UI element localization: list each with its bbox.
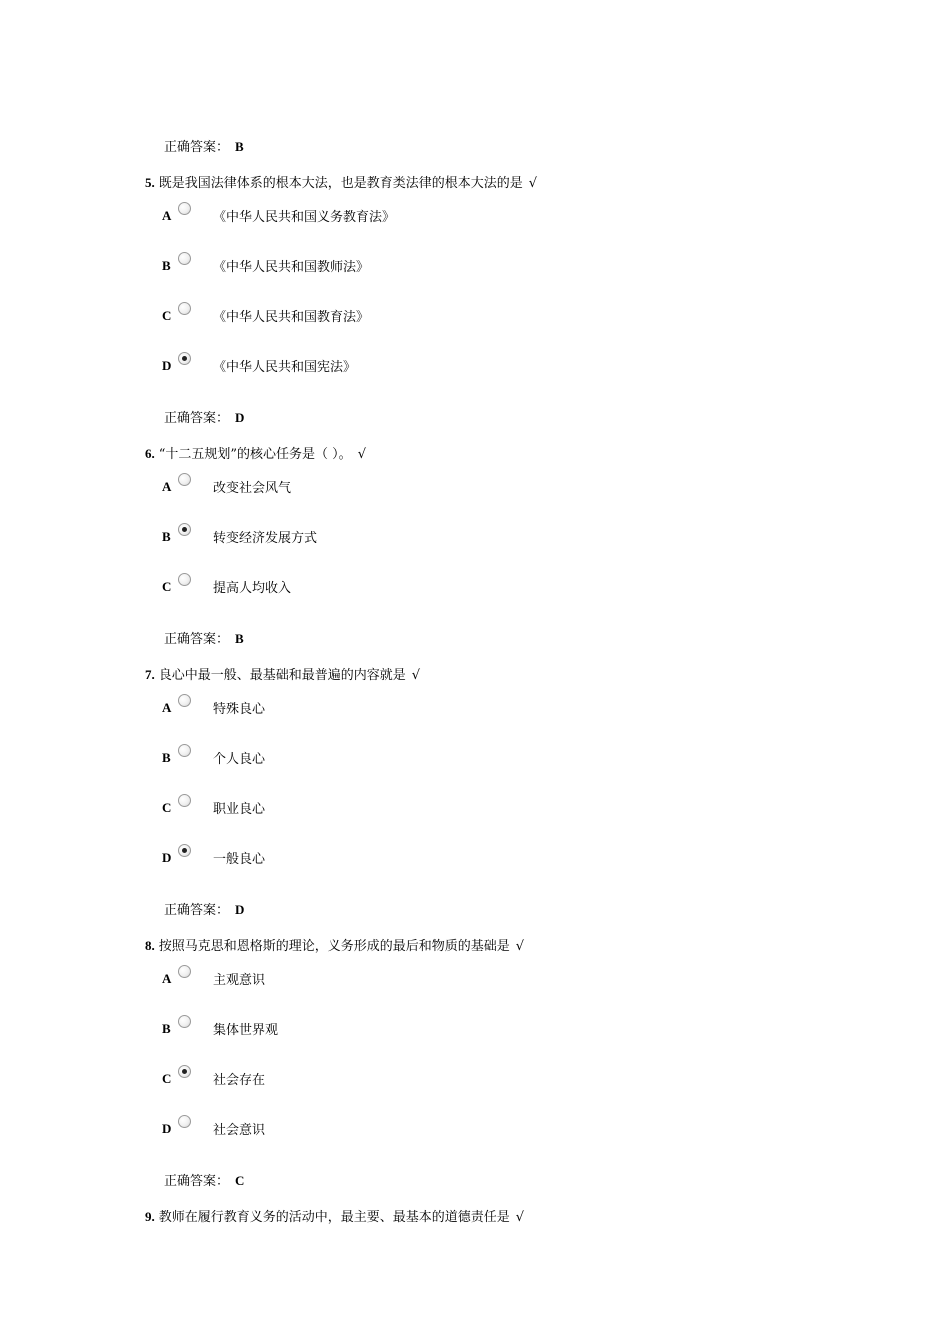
correct-answer-q7 bbox=[164, 899, 244, 918]
option-text: 特殊良心 bbox=[213, 702, 266, 717]
option-text: 《中华人民共和国义务教育法》 bbox=[213, 210, 396, 225]
question-number: 6. bbox=[145, 446, 155, 461]
correct-answer-q6 bbox=[164, 628, 244, 647]
check-mark: √ bbox=[528, 176, 538, 191]
radio-button-selected[interactable] bbox=[178, 844, 191, 857]
check-mark: √ bbox=[515, 1210, 525, 1225]
radio-button[interactable] bbox=[178, 744, 191, 757]
option-letter: A bbox=[162, 971, 172, 986]
option-letter: A bbox=[162, 479, 172, 494]
correct-answer-q8 bbox=[164, 1170, 244, 1189]
option-letter: C bbox=[162, 308, 172, 323]
question-9 bbox=[145, 1206, 524, 1225]
option-text: 改变社会风气 bbox=[213, 481, 292, 496]
option-letter: B bbox=[162, 750, 171, 765]
correct-answer-q5 bbox=[164, 407, 244, 426]
option-letter: C bbox=[162, 800, 172, 815]
answer-value: D bbox=[235, 902, 245, 917]
option-letter: D bbox=[162, 1121, 172, 1136]
radio-button[interactable] bbox=[178, 202, 191, 215]
option-letter: B bbox=[162, 1021, 171, 1036]
option-letter: C bbox=[162, 579, 172, 594]
option-text: 社会意识 bbox=[213, 1123, 266, 1138]
question-text: “十二五规划”的核心任务是（ ）。 bbox=[158, 447, 352, 462]
answer-label: 正确答案： bbox=[164, 140, 230, 155]
option-letter: B bbox=[162, 258, 171, 273]
option-text: 职业良心 bbox=[213, 802, 266, 817]
question-number: 7. bbox=[145, 667, 155, 682]
radio-button[interactable] bbox=[178, 1015, 191, 1028]
question-7 bbox=[145, 664, 420, 683]
radio-button[interactable] bbox=[178, 794, 191, 807]
question-text: 既是我国法律体系的根本大法，也是教育类法律的根本大法的是 bbox=[158, 176, 523, 191]
radio-button[interactable] bbox=[178, 965, 191, 978]
radio-button-selected[interactable] bbox=[178, 1065, 191, 1078]
option-letter: D bbox=[162, 358, 172, 373]
question-6 bbox=[145, 443, 366, 462]
check-mark: √ bbox=[357, 447, 366, 462]
option-text: 《中华人民共和国教师法》 bbox=[213, 260, 370, 275]
option-text: 集体世界观 bbox=[213, 1023, 279, 1038]
question-number: 9. bbox=[145, 1209, 155, 1224]
question-number: 8. bbox=[145, 938, 155, 953]
question-text: 教师在履行教育义务的活动中，最主要、最基本的道德责任是 bbox=[158, 1210, 510, 1225]
radio-button[interactable] bbox=[178, 302, 191, 315]
option-text: 个人良心 bbox=[213, 752, 266, 767]
radio-button[interactable] bbox=[178, 252, 191, 265]
radio-button[interactable] bbox=[178, 1115, 191, 1128]
answer-label: 正确答案： bbox=[164, 1174, 230, 1189]
option-letter: A bbox=[162, 208, 172, 223]
option-letter: A bbox=[162, 700, 172, 715]
radio-button[interactable] bbox=[178, 573, 191, 586]
radio-button-selected[interactable] bbox=[178, 352, 191, 365]
check-mark: √ bbox=[411, 668, 421, 683]
option-text: 转变经济发展方式 bbox=[213, 531, 318, 546]
option-letter: B bbox=[162, 529, 171, 544]
question-text: 按照马克思和恩格斯的理论，义务形成的最后和物质的基础是 bbox=[158, 939, 510, 954]
question-number: 5. bbox=[145, 175, 155, 190]
question-text: 良心中最一般、最基础和最普遍的内容就是 bbox=[158, 668, 406, 683]
question-5 bbox=[145, 172, 537, 191]
option-letter: D bbox=[162, 850, 172, 865]
question-8 bbox=[145, 935, 524, 954]
correct-answer-top bbox=[164, 136, 244, 155]
option-text: 主观意识 bbox=[213, 973, 266, 988]
answer-value: D bbox=[235, 410, 245, 425]
answer-label: 正确答案： bbox=[164, 411, 230, 426]
option-letter: C bbox=[162, 1071, 172, 1086]
option-text: 社会存在 bbox=[213, 1073, 266, 1088]
option-text: 提高人均收入 bbox=[213, 581, 292, 596]
option-text: 《中华人民共和国宪法》 bbox=[213, 360, 357, 375]
answer-value: B bbox=[235, 139, 244, 154]
answer-value: B bbox=[235, 631, 244, 646]
radio-button[interactable] bbox=[178, 694, 191, 707]
radio-button[interactable] bbox=[178, 473, 191, 486]
answer-label: 正确答案： bbox=[164, 903, 230, 918]
option-text: 《中华人民共和国教育法》 bbox=[213, 310, 370, 325]
answer-label: 正确答案： bbox=[164, 632, 230, 647]
radio-button-selected[interactable] bbox=[178, 523, 191, 536]
answer-value: C bbox=[235, 1173, 245, 1188]
check-mark: √ bbox=[515, 939, 525, 954]
option-text: 一般良心 bbox=[213, 852, 266, 867]
